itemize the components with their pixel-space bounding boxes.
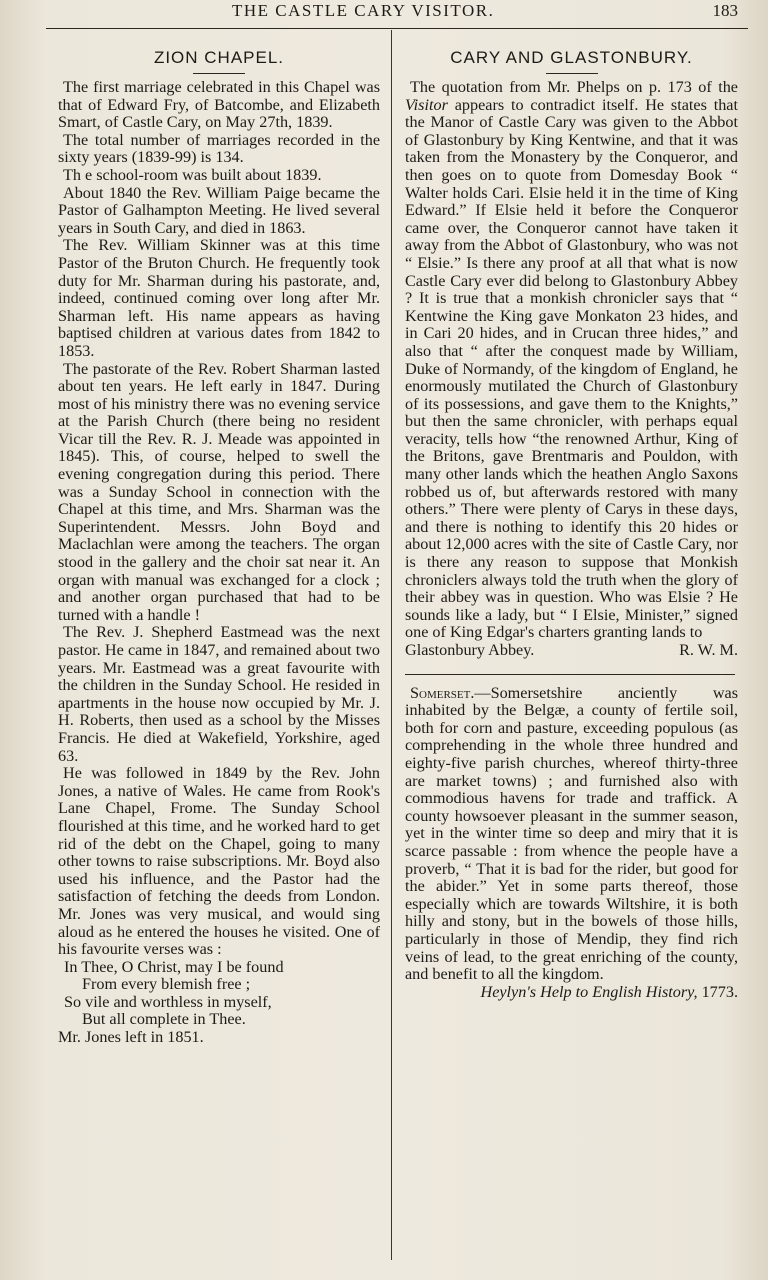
letter-text: Glastonbury Abbey. xyxy=(405,641,535,659)
letter-last-line xyxy=(405,642,738,660)
paragraph: About 1840 the Rev. William Paige became the Pastor of Galhampton Meeting. He lived several years in South Cary, and died in 1863. xyxy=(58,183,380,237)
paragraph: The pastorate of the Rev. Robert Sharman lasted about ten years. He left early in 1847. During most of his ministry there was no evening service at the Parish Church (there being no resident Vicar till the Rev. R. J. Meade was appointed in 1845). This, of course, helped to swell the evening congregation during this period. There was a Sunday School in connection with the Chapel at this time, and Mrs. Sharman was the Superintendent. Messrs. John Boyd and Maclachlan were among the teachers. The organ stood in the gallery and the choir sat near it. An organ with manual was exchanged for a clock ; and another organ purchased that had to be turned with a handle ! xyxy=(58,359,380,624)
somerset-paragraph xyxy=(405,685,738,984)
right-column xyxy=(405,30,738,1001)
verse-line: So vile and worthless in myself, xyxy=(64,992,272,1011)
running-title: THE CASTLE CARY VISITOR. xyxy=(232,1,495,20)
paragraph: He was followed in 1849 by the Rev. John Jones, a native of Wales. He came from Rook's Lane Chapel, Frome. The Sunday School flourished at this time, and he worked hard to get rid of the debt on the Chapel, going to many other towns to raise subscriptions. Mr. Boyd also used his influence, and the Pastor had the satisfaction of fetching the deeds from London. Mr. Jones was very musical, and would sing aloud as he entered the houses he visited. One of his favourite verses was : xyxy=(58,764,380,959)
paragraph: The first marriage celebrated in this Chapel was that of Edward Fry, of Batcombe, and Elizabeth Smart, of Castle Cary, on May 27th, 1839. xyxy=(58,78,380,132)
cary-glastonbury-heading: CARY AND GLASTONBURY. xyxy=(450,48,693,67)
signature: R. W. M. xyxy=(679,641,738,659)
page-number: 183 xyxy=(712,1,738,20)
hymn-verse xyxy=(58,959,380,1029)
citation xyxy=(405,984,738,1002)
header-rule xyxy=(46,28,748,29)
running-header xyxy=(0,0,768,24)
verse-line: From every blemish free ; xyxy=(82,975,251,994)
left-column xyxy=(58,30,380,1047)
paragraph: The Rev. William Skinner was at this time Pastor of the Bruton Church. He frequently took duty for Mr. Sharman during his pastorate, and, indeed, continued coming over long after Mr. Sharman left. His name appears as having baptised children at various dates from 1842 to 1853. xyxy=(58,236,380,360)
letter-text: appears to contradict itself. He states that the Manor of Castle Cary was given to the Abbot of Glastonbury by King Kentwine, and that it was taken from the Monastery by the Conqueror, and then goes on to quote from Domesday Book “ Walter holds Cari. Elsie held it in the time of King Edward.” If Elsie held it before the Conqueror came over, the Conqueror cannot have taken it away from the Abbot of Glastonbury, who was not “ Elsie.” Is there any proof at all that what is now Castle Cary ever did belong to Glastonbury Abbey ? It is true that a monkish chronicler says that “ Kentwine the King gave Monkaton 23 hides, and in Cari 20 hides, and in Crucan three hides,” and also that “ after the conquest made by William, Duke of Normandy, of the kingdom of England, he enormously mutilated the Church of Glastonbury of its possessions, and gave them to the Knights,” but then the same chronicler, with perhaps equal veracity, tells how “the renowned Arthur, King of the Britons, gave Brentmaris and Pouldon, with many other lands which the heathen Anglo Saxons robbed us of, but afterwards restored with many others.” There were plenty of Carys in these days, and there is nothing to identify this 20 hides or about 12,000 acres with the site of Castle Cary, nor is there any reason to suppose that Monkish chroniclers always told the truth when the glory of their abbey was in question. Who was Elsie ? He sounds like a lady, but “ I Elsie, Minister,” signed one of King Edgar's charters granting lands to xyxy=(405,95,738,642)
verse-line: In Thee, O Christ, may I be found xyxy=(64,957,284,976)
section-rule xyxy=(405,674,735,675)
zion-chapel-heading: ZION CHAPEL. xyxy=(153,48,285,67)
somerset-text: —Somersetshire anciently was inhabited by the Belgæ, a county of fertile soil, both for corn and pasture, exceeding populous (as comprehending in the whole three hundred and eighty-five parish churches, whereof thirty-three are market towns) ; and furnished also with commodious havens for trade and traffick. A county howsoever pleasant in the summer season, yet in the winter time so deep and miry that it is scarce passable : from whence the people have a proverb, “ That it is bad for the rider, but good for the abider.” Yet in some parts thereof, those especially which are towards Wiltshire, it is both hilly and stony, but in the bowels of those hills, particularly in those of Mendip, they find rich veins of lead, to the great enriching of the county, and benefit to all the kingdom. xyxy=(405,683,738,984)
visitor-title: Visitor xyxy=(405,95,448,114)
heading-rule xyxy=(546,73,598,74)
verse-line: But all complete in Thee. xyxy=(82,1010,246,1029)
letter-text: The quotation from Mr. Phelps on p. 173 of the xyxy=(410,78,738,96)
paragraph: The total number of marriages recorded in the sixty years (1839-99) is 134. xyxy=(58,130,380,167)
closing-line: Mr. Jones left in 1851. xyxy=(58,1028,204,1047)
somerset-label: Somerset. xyxy=(410,683,475,702)
citation-title: Heylyn's Help to English History, xyxy=(480,982,698,1001)
heading-rule xyxy=(193,73,245,74)
citation-year: 1773. xyxy=(701,982,738,1001)
paragraph: Th e school-room was built about 1839. xyxy=(63,165,322,184)
letter-paragraph xyxy=(405,79,738,642)
paragraph: The Rev. J. Shepherd Eastmead was the next pastor. He came in 1847, and remained about two years. Mr. Eastmead was a great favourite with the children in the Sunday School. He resided in apartments in the house now occupied by Mr. J. H. Roberts, then used as a school by the Misses Francis. He died at Wakefield, Yorkshire, aged 63. xyxy=(58,623,380,765)
column-divider xyxy=(391,30,392,1260)
